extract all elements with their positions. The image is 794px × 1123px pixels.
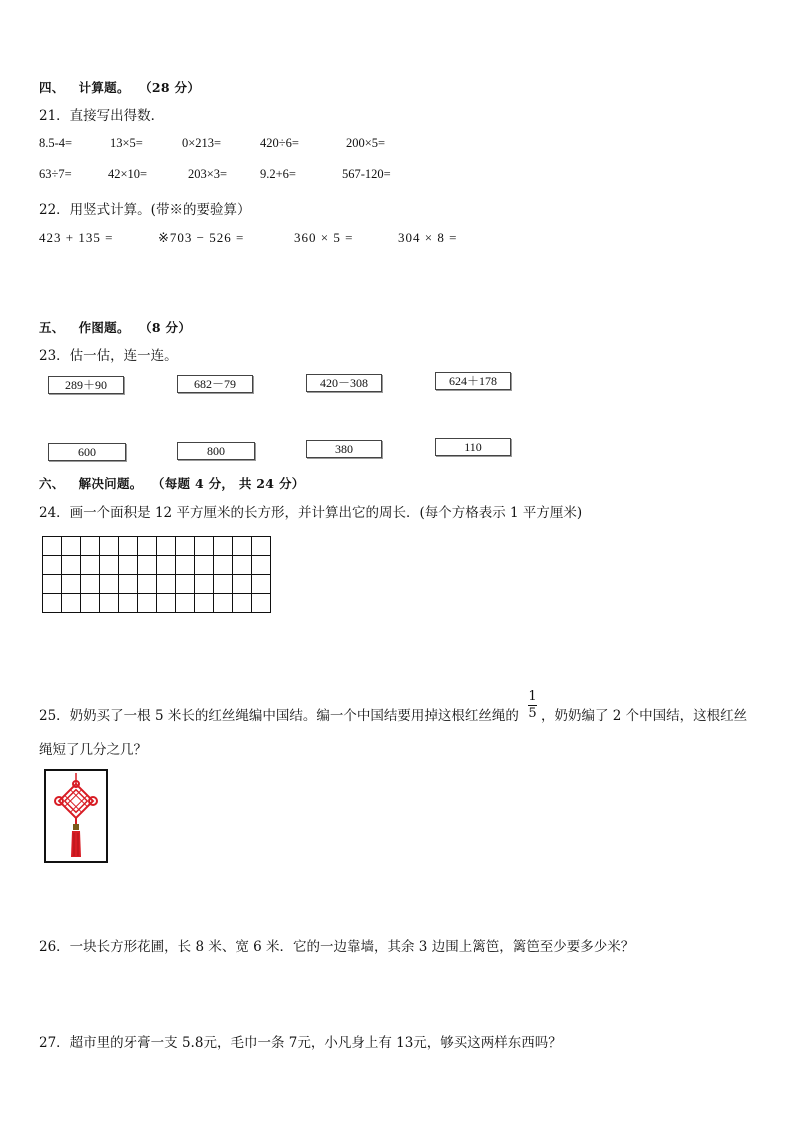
grid-cell[interactable] <box>157 594 176 613</box>
grid-cell[interactable] <box>100 537 119 556</box>
estimate-expression-1[interactable]: 289＋90 <box>48 376 124 394</box>
section-4-score: （28 分） <box>139 80 201 95</box>
q25-prompt-a: 25．奶奶买了一根 5 米长的红丝绳编中国结。编一个中国结要用掉这根红丝绳的 <box>39 708 519 724</box>
grid-cell[interactable] <box>252 556 271 575</box>
grid-cell[interactable] <box>252 594 271 613</box>
estimate-answer-600[interactable]: 600 <box>48 443 126 461</box>
grid-cell[interactable] <box>195 556 214 575</box>
grid-cell[interactable] <box>176 575 195 594</box>
estimate-expression-2[interactable]: 682－79 <box>177 375 253 393</box>
section-5-number: 五、 <box>39 320 65 335</box>
q21-r1-c5: 200×5= <box>346 136 386 150</box>
grid-cell[interactable] <box>252 537 271 556</box>
chinese-knot-image <box>44 769 108 863</box>
grid-cell[interactable] <box>233 594 252 613</box>
grid-cell[interactable] <box>43 556 62 575</box>
estimate-answer-800[interactable]: 800 <box>177 442 255 460</box>
section-4-title: 计算题。 <box>78 80 130 95</box>
q21-r1-c3: 0×213= <box>182 136 222 150</box>
grid-row <box>43 594 271 613</box>
q22-item-4: 304 × 8 = <box>398 230 458 245</box>
grid-cell[interactable] <box>119 575 138 594</box>
q27-prompt: 27．超市里的牙膏一支 5.8元，毛巾一条 7元，小凡身上有 13元，够买这两样东西吗？ <box>39 1035 562 1051</box>
grid-cell[interactable] <box>100 575 119 594</box>
fraction-denominator: 5 <box>528 706 537 721</box>
q21-r2-c3: 203×3= <box>188 167 228 181</box>
grid-cell[interactable] <box>62 556 81 575</box>
grid-cell[interactable] <box>138 556 157 575</box>
section-4-header <box>39 78 200 96</box>
fraction-numerator: 1 <box>528 689 537 704</box>
grid-cell[interactable] <box>62 575 81 594</box>
grid-row <box>43 575 271 594</box>
q21-r2-c4: 9.2+6= <box>260 167 296 181</box>
grid-cell[interactable] <box>252 575 271 594</box>
fraction-one-fifth <box>528 690 537 721</box>
grid-cell[interactable] <box>176 594 195 613</box>
q21-r1-c2: 13×5= <box>110 136 143 150</box>
grid-cell[interactable] <box>195 575 214 594</box>
grid-cell[interactable] <box>157 575 176 594</box>
q21-r2-c1: 63÷7= <box>39 167 72 181</box>
grid-cell[interactable] <box>214 537 233 556</box>
q21-r1-c4: 420÷6= <box>260 136 299 150</box>
grid-cell[interactable] <box>43 594 62 613</box>
grid-cell[interactable] <box>81 575 100 594</box>
grid-cell[interactable] <box>81 594 100 613</box>
q21-r2-c5: 567-120= <box>342 167 391 181</box>
section-4-number: 四、 <box>39 80 65 95</box>
grid-cell[interactable] <box>138 537 157 556</box>
grid-cell[interactable] <box>195 537 214 556</box>
section-5-title: 作图题。 <box>78 320 130 335</box>
q22-prompt: 22．用竖式计算。(带※的要验算） <box>39 202 251 218</box>
chinese-knot-icon <box>46 771 106 861</box>
grid-cell[interactable] <box>214 575 233 594</box>
q25-prompt-b: ，奶奶编了 2 个中国结，这根红丝 <box>541 708 748 724</box>
grid-cell[interactable] <box>81 537 100 556</box>
q22-item-1: 423 + 135 = <box>39 230 114 245</box>
grid-cell[interactable] <box>119 556 138 575</box>
grid-cell[interactable] <box>214 556 233 575</box>
q23-prompt: 23．估一估，连一连。 <box>39 348 178 364</box>
grid-cell[interactable] <box>62 594 81 613</box>
section-6-title: 解决问题。 <box>78 476 143 491</box>
grid-cell[interactable] <box>195 594 214 613</box>
estimate-expression-4[interactable]: 624＋178 <box>435 372 511 390</box>
section-6-number: 六、 <box>39 476 65 491</box>
q21-prompt: 21．直接写出得数． <box>39 108 165 124</box>
grid-cell[interactable] <box>233 537 252 556</box>
q21-r1-c1: 8.5-4= <box>39 136 73 150</box>
grid-cell[interactable] <box>81 556 100 575</box>
section-5-header <box>39 318 191 336</box>
estimate-answer-380[interactable]: 380 <box>306 440 382 458</box>
estimate-answer-110[interactable]: 110 <box>435 438 511 456</box>
grid-cell[interactable] <box>138 575 157 594</box>
grid-row <box>43 556 271 575</box>
grid-cell[interactable] <box>214 594 233 613</box>
q26-prompt: 26．一块长方形花圃，长 8 米、宽 6 米．它的一边靠墙，其余 3 边围上篱笆，篱笆至少要多少米？ <box>39 939 635 955</box>
square-grid[interactable] <box>42 536 271 613</box>
grid-cell[interactable] <box>176 556 195 575</box>
section-5-score: （8 分） <box>139 320 192 335</box>
grid-cell[interactable] <box>233 575 252 594</box>
q24-prompt: 24．画一个面积是 12 平方厘米的长方形，并计算出它的周长．(每个方格表示 1 平方厘米) <box>39 505 583 521</box>
grid-cell[interactable] <box>100 556 119 575</box>
grid-cell[interactable] <box>43 537 62 556</box>
grid-cell[interactable] <box>100 594 119 613</box>
grid-cell[interactable] <box>233 556 252 575</box>
q22-item-3: 360 × 5 = <box>294 230 354 245</box>
q25-prompt-c: 绳短了几分之几？ <box>39 742 147 758</box>
grid-cell[interactable] <box>176 537 195 556</box>
estimate-expression-3[interactable]: 420－308 <box>306 374 382 392</box>
grid-cell[interactable] <box>119 594 138 613</box>
q22-item-2: ※703 − 526 = <box>158 230 245 245</box>
grid-cell[interactable] <box>157 537 176 556</box>
grid-cell[interactable] <box>43 575 62 594</box>
section-6-score: （每题 4 分， 共 24 分） <box>151 476 305 491</box>
grid-cell[interactable] <box>119 537 138 556</box>
grid-cell[interactable] <box>62 537 81 556</box>
grid-cell[interactable] <box>138 594 157 613</box>
q21-r2-c2: 42×10= <box>108 167 148 181</box>
grid-row <box>43 537 271 556</box>
grid-cell[interactable] <box>157 556 176 575</box>
section-6-header <box>39 474 305 492</box>
